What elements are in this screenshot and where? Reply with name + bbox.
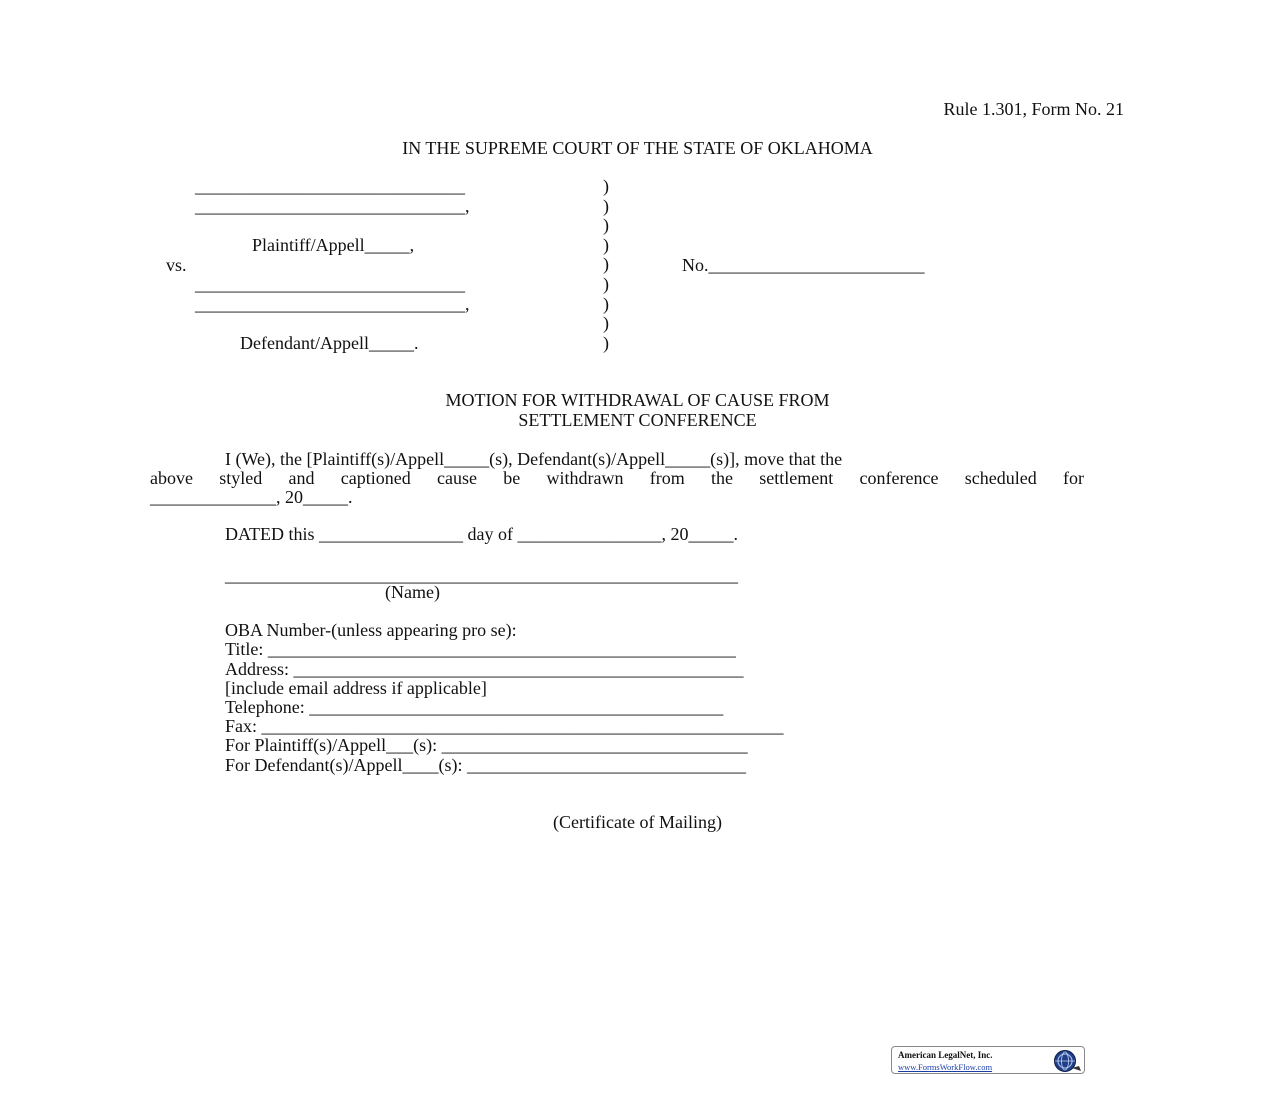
title-field: Title: ____________________________________________________ bbox=[225, 639, 736, 659]
caption-paren: ) bbox=[603, 293, 609, 314]
motion-paragraph-line-3: ______________, 20_____. bbox=[150, 487, 353, 507]
for-plaintiff-field: For Plaintiff(s)/Appell___(s): __________________________________ bbox=[225, 735, 748, 755]
oba-number-label: OBA Number-(unless appearing pro se): bbox=[225, 620, 517, 640]
publisher-name: American LegalNet, Inc. bbox=[898, 1050, 993, 1060]
caption-paren: ) bbox=[603, 254, 609, 275]
email-note: [include email address if applicable] bbox=[225, 678, 487, 698]
signature-line: _________________________________________________________ bbox=[225, 565, 738, 585]
publisher-badge[interactable] bbox=[891, 1046, 1085, 1074]
for-defendant-field: For Defendant(s)/Appell____(s): _______________________________ bbox=[225, 755, 746, 775]
globe-logo-icon bbox=[1048, 1049, 1084, 1073]
fax-field: Fax: __________________________________________________________ bbox=[225, 716, 784, 736]
caption-paren: ) bbox=[603, 274, 609, 294]
motion-paragraph-line-2: above styled and captioned cause be withdrawn from the settlement conference scheduled for bbox=[150, 468, 1084, 488]
caption-paren: ) bbox=[603, 195, 609, 216]
certificate-of-mailing: (Certificate of Mailing) bbox=[553, 812, 722, 832]
telephone-field: Telephone: ______________________________________________ bbox=[225, 697, 724, 717]
motion-title-line-1: MOTION FOR WITHDRAWAL OF CAUSE FROM bbox=[445, 390, 830, 410]
motion-paragraph-line-1: I (We), the [Plaintiff(s)/Appell_____(s), Defendant(s)/Appell_____(s)], move that the bbox=[225, 449, 843, 469]
publisher-url-link[interactable]: www.FormsWorkFlow.com bbox=[898, 1062, 993, 1072]
form-rule-number: Rule 1.301, Form No. 21 bbox=[943, 99, 1124, 119]
caption-paren: ) bbox=[603, 215, 609, 236]
case-number-field: No.________________________ bbox=[682, 255, 925, 275]
address-field: Address: __________________________________________________ bbox=[225, 659, 744, 679]
caption-paren: ) bbox=[603, 234, 609, 255]
caption-paren: ) bbox=[603, 313, 609, 334]
defendant-name-line-2: ______________________________, bbox=[195, 294, 470, 314]
signature-name-label: (Name) bbox=[385, 582, 440, 602]
dated-line: DATED this ________________ day of ________________, 20_____. bbox=[225, 524, 738, 544]
plaintiff-label: Plaintiff/Appell_____, bbox=[252, 235, 415, 255]
caption-paren: ) bbox=[603, 332, 609, 353]
versus-label: vs. bbox=[166, 255, 187, 275]
caption-paren: ) bbox=[603, 176, 609, 196]
plaintiff-name-line-2: ______________________________, bbox=[195, 196, 470, 216]
court-heading: IN THE SUPREME COURT OF THE STATE OF OKLAHOMA bbox=[402, 138, 873, 158]
motion-title-line-2: SETTLEMENT CONFERENCE bbox=[518, 410, 757, 430]
defendant-label: Defendant/Appell_____. bbox=[240, 333, 419, 353]
plaintiff-name-line-1: ______________________________ bbox=[195, 176, 465, 196]
defendant-name-line-1: ______________________________ bbox=[195, 274, 465, 294]
